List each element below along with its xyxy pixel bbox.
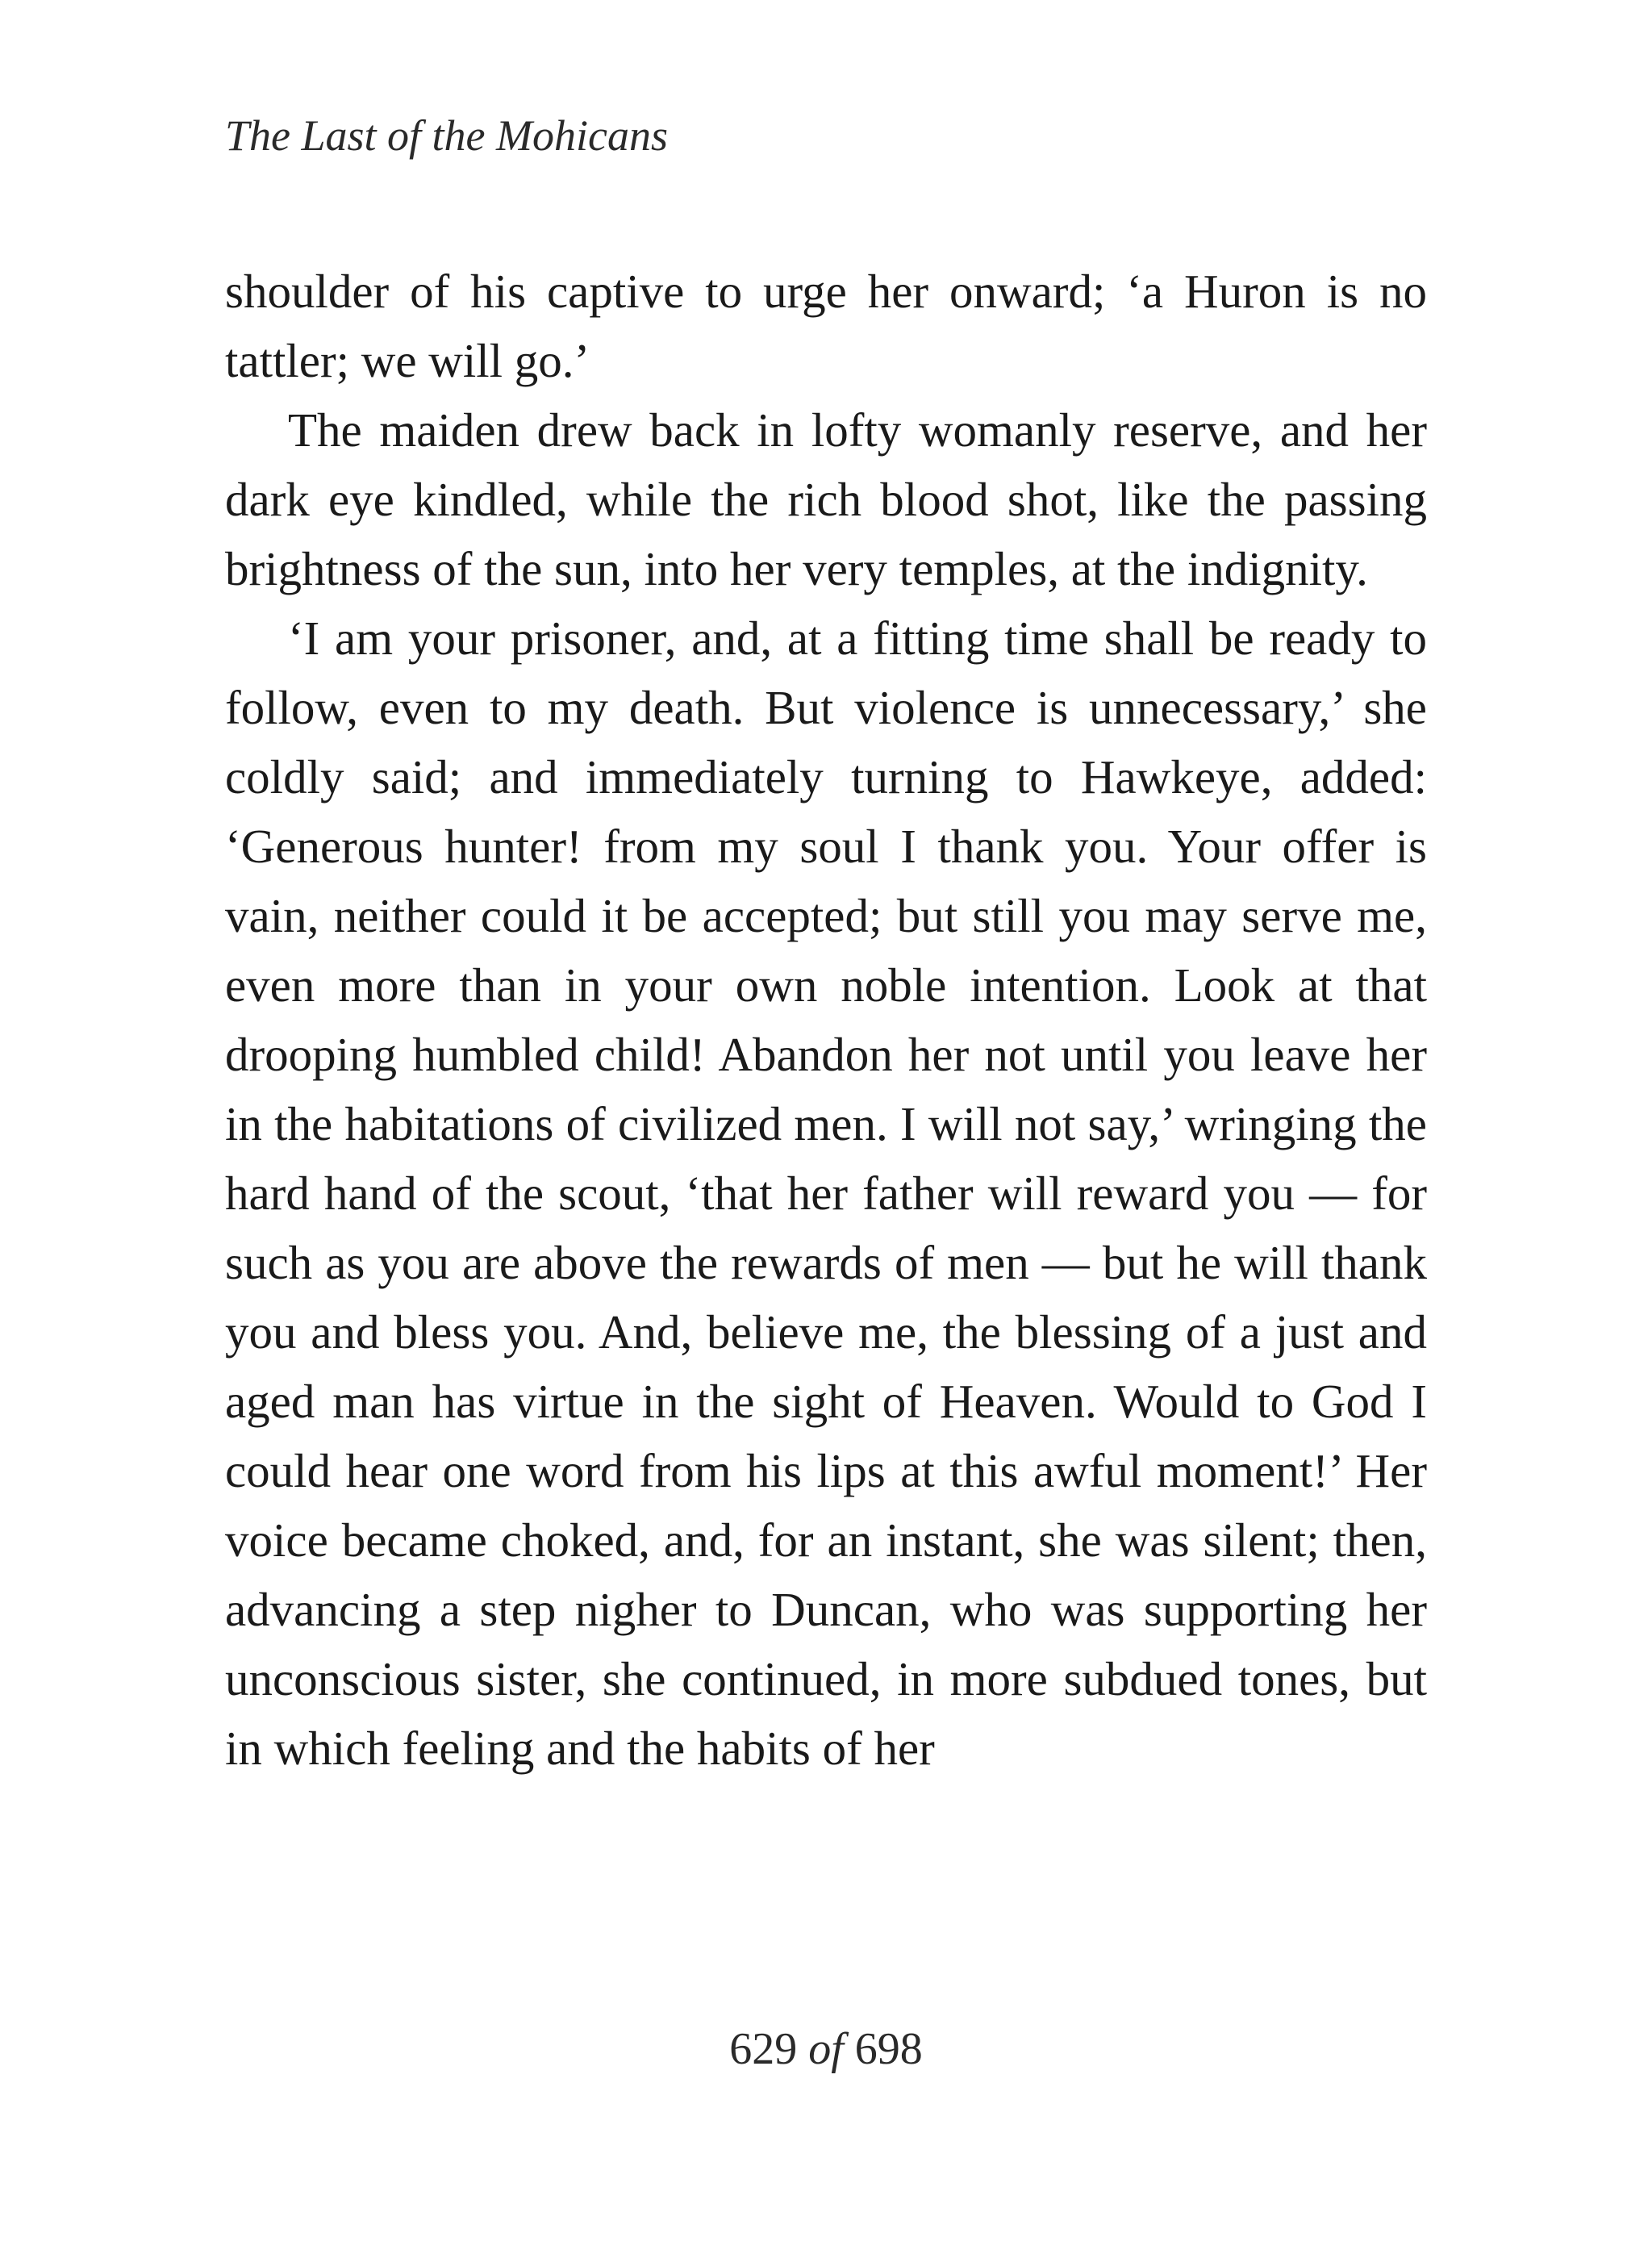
paragraph-continuation: shoulder of his captive to urge her onward; ‘a Huron is no tattler; we will go.’	[225, 265, 1427, 387]
paragraph: The maiden drew back in lofty womanly reserve, and her dark eye kindled, while the rich blood shot, like the passing brightness of the sun, into her very temples, at the indignity.	[225, 403, 1427, 595]
body-text	[225, 257, 1427, 1783]
current-page-number: 629	[729, 2024, 798, 2074]
paragraph: ‘I am your prisoner, and, at a fitting time shall be ready to follow, even to my death. But violence is unnecessary,’ she coldly said; and immediately turning to Hawkeye, added: ‘Generous hunter! from my soul I thank you. Your offer is vain, neither could it be accepted; but still you may serve me, even more than in your own noble intention. Look at that drooping humbled child! Abandon her not until you leave her in the habitations of civilized men. I will not say,’ wringing the hard hand of the scout, ‘that her father will reward you — for such as you are above the rewards of men — but he will thank you and bless you. And, believe me, the blessing of a just and aged man has virtue in the sight of Heaven. Would to God I could hear one word from his lips at this awful moment!’ Her voice became choked, and, for an instant, she was silent; then, advancing a step nigher to Duncan, who was supporting her unconscious sister, she continued, in more subdued tones, but in which feeling and the habits of her	[225, 612, 1427, 1775]
running-head-title: The Last of the Mohicans	[225, 111, 668, 160]
page-number	[0, 2017, 1652, 2081]
page-number-separator: of	[808, 2024, 844, 2074]
total-page-count: 698	[854, 2024, 923, 2074]
